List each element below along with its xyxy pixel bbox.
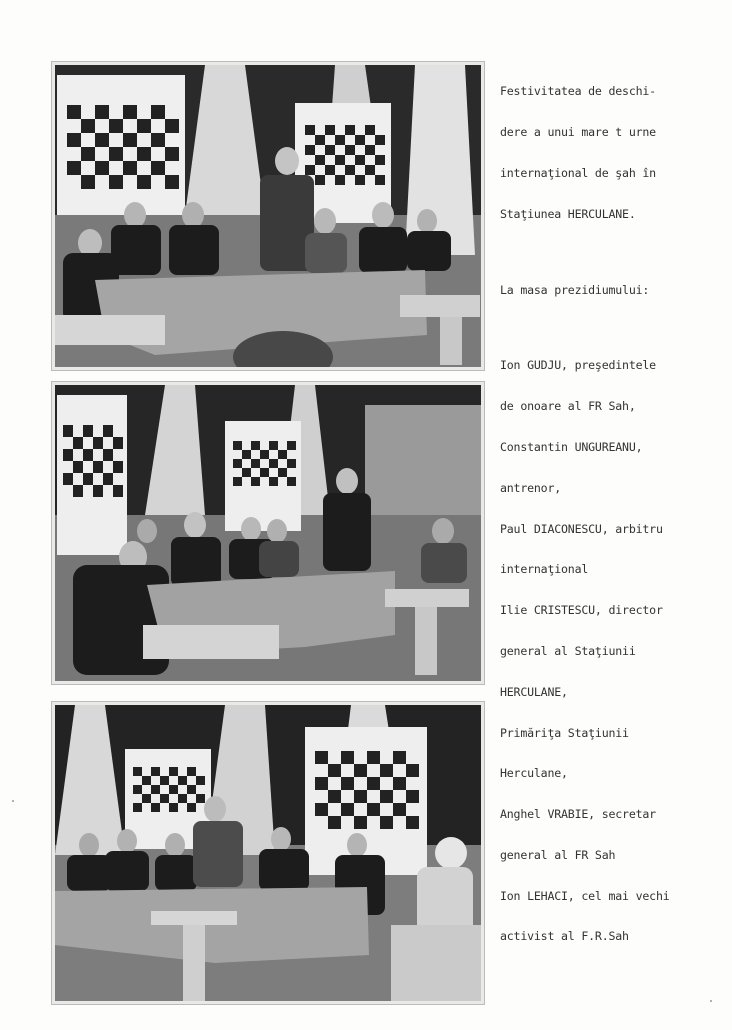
caption-intro-line: internaţional de şah în <box>500 165 656 180</box>
scan-speck <box>710 1000 712 1002</box>
caption-gap <box>500 248 728 256</box>
photo-3 <box>52 702 484 1004</box>
photo-2-image <box>55 385 481 681</box>
caption-intro-line: Festivitatea de deschi- <box>500 84 656 99</box>
caption-list-line: Ion GUDJU, preşedintele <box>500 358 656 373</box>
photo-3-image <box>55 705 481 1001</box>
caption-list-line: Anghel VRABIE, secretar <box>500 807 656 822</box>
photo-1-image <box>55 65 481 367</box>
caption-list-line: general al Staţiunii <box>500 643 636 658</box>
caption-list-line: Herculane, <box>500 766 568 781</box>
caption-list-line: Ion LEHACI, cel mai vechi <box>500 888 670 903</box>
photo-1 <box>52 62 484 370</box>
photo-2 <box>52 382 484 684</box>
scan-speck <box>12 800 14 802</box>
caption-list-line: HERCULANE, <box>500 684 568 699</box>
caption-list-line: Ilie CRISTESCU, director <box>500 603 663 618</box>
caption-list-line: Primăriţa Staţiunii <box>500 725 629 740</box>
caption-list-line: de onoare al FR Sah, <box>500 399 636 414</box>
caption-list-line: Constantin UNGUREANU, <box>500 440 643 455</box>
caption-list-line: antrenor, <box>500 480 562 495</box>
caption-gap <box>500 324 728 332</box>
caption-intro-line: dere a unui mare t urne <box>500 124 656 139</box>
caption-list-line: activist al F.R.Sah <box>500 929 629 944</box>
caption-list-line: general al FR Sah <box>500 847 616 862</box>
caption-heading: La masa prezidiumului: <box>500 282 650 297</box>
caption-list-line: internaţional <box>500 562 589 577</box>
caption-list-line: Paul DIACONESCU, arbitru <box>500 521 663 536</box>
caption-text <box>500 58 728 958</box>
caption-intro-line: Staţiunea HERCULANE. <box>500 206 636 221</box>
